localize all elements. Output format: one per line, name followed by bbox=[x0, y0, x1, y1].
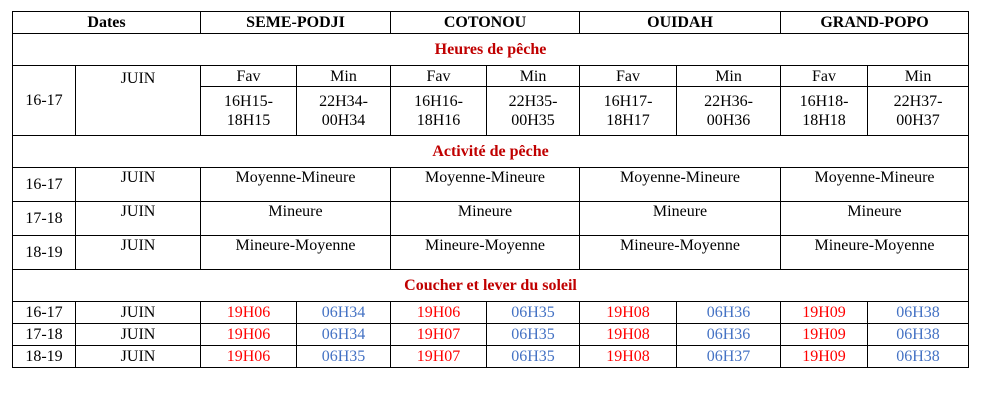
activity-cell: Mineure bbox=[781, 202, 969, 236]
header-row bbox=[13, 12, 969, 34]
fav-time-cell: 16H16- 18H16 bbox=[391, 87, 487, 136]
activity-cell: Mineure bbox=[201, 202, 391, 236]
sunrise-time: 06H38 bbox=[868, 324, 969, 346]
header-city: GRAND-POPO bbox=[781, 12, 969, 34]
sunrise-time: 06H36 bbox=[677, 324, 781, 346]
sun-row bbox=[13, 324, 969, 346]
sunset-time: 19H08 bbox=[580, 302, 677, 324]
fav-time-cell: 16H17- 18H17 bbox=[580, 87, 677, 136]
activity-cell: Mineure bbox=[391, 202, 580, 236]
activity-cell: Mineure bbox=[580, 202, 781, 236]
sunset-time: 19H09 bbox=[781, 302, 868, 324]
activity-cell: Moyenne-Mineure bbox=[391, 168, 580, 202]
section-title-soleil: Coucher et lever du soleil bbox=[13, 270, 969, 302]
section-title-activite: Activité de pêche bbox=[13, 136, 969, 168]
month-cell: JUIN bbox=[76, 346, 201, 368]
fav-label: Fav bbox=[580, 66, 677, 87]
date-cell: 16-17 bbox=[13, 66, 76, 136]
fav-time-cell: 16H15- 18H15 bbox=[201, 87, 297, 136]
fav-time-cell: 16H18- 18H18 bbox=[781, 87, 868, 136]
fav-label: Fav bbox=[781, 66, 868, 87]
sunset-time: 19H08 bbox=[580, 324, 677, 346]
sunset-time: 19H08 bbox=[580, 346, 677, 368]
month-cell: JUIN bbox=[76, 324, 201, 346]
header-dates: Dates bbox=[13, 12, 201, 34]
section-row bbox=[13, 34, 969, 66]
sun-row bbox=[13, 346, 969, 368]
month-cell: JUIN bbox=[76, 302, 201, 324]
sunset-time: 19H09 bbox=[781, 346, 868, 368]
date-cell: 17-18 bbox=[13, 324, 76, 346]
date-cell: 16-17 bbox=[13, 168, 76, 202]
sunrise-time: 06H35 bbox=[487, 324, 580, 346]
min-time-cell: 22H36- 00H36 bbox=[677, 87, 781, 136]
section-row bbox=[13, 136, 969, 168]
header-city: COTONOU bbox=[391, 12, 580, 34]
sunset-time: 19H07 bbox=[391, 324, 487, 346]
sunrise-time: 06H34 bbox=[297, 302, 391, 324]
fishing-calendar bbox=[12, 11, 969, 368]
sunset-time: 19H07 bbox=[391, 346, 487, 368]
date-cell: 18-19 bbox=[13, 236, 76, 270]
month-cell: JUIN bbox=[76, 202, 201, 236]
section-row bbox=[13, 270, 969, 302]
sunrise-time: 06H38 bbox=[868, 346, 969, 368]
date-cell: 18-19 bbox=[13, 346, 76, 368]
min-time-cell: 22H35- 00H35 bbox=[487, 87, 580, 136]
sunset-time: 19H06 bbox=[201, 346, 297, 368]
sunset-time: 19H06 bbox=[201, 302, 297, 324]
activity-cell: Mineure-Moyenne bbox=[391, 236, 580, 270]
activity-row bbox=[13, 168, 969, 202]
fav-label: Fav bbox=[201, 66, 297, 87]
month-cell: JUIN bbox=[76, 66, 201, 136]
min-label: Min bbox=[677, 66, 781, 87]
activity-cell: Moyenne-Mineure bbox=[781, 168, 969, 202]
month-cell: JUIN bbox=[76, 168, 201, 202]
min-time-cell: 22H37- 00H37 bbox=[868, 87, 969, 136]
header-city: SEME-PODJI bbox=[201, 12, 391, 34]
min-label: Min bbox=[868, 66, 969, 87]
sunrise-time: 06H35 bbox=[297, 346, 391, 368]
section-title-heures: Heures de pêche bbox=[13, 34, 969, 66]
sunset-time: 19H09 bbox=[781, 324, 868, 346]
fishing-table bbox=[12, 11, 969, 368]
sunrise-time: 06H34 bbox=[297, 324, 391, 346]
fav-min-row bbox=[13, 66, 969, 87]
activity-row bbox=[13, 202, 969, 236]
header-city: OUIDAH bbox=[580, 12, 781, 34]
month-cell: JUIN bbox=[76, 236, 201, 270]
sunrise-time: 06H36 bbox=[677, 302, 781, 324]
sunset-time: 19H06 bbox=[201, 324, 297, 346]
sunrise-time: 06H37 bbox=[677, 346, 781, 368]
min-time-cell: 22H34- 00H34 bbox=[297, 87, 391, 136]
sunrise-time: 06H38 bbox=[868, 302, 969, 324]
min-label: Min bbox=[297, 66, 391, 87]
date-cell: 17-18 bbox=[13, 202, 76, 236]
activity-cell: Moyenne-Mineure bbox=[580, 168, 781, 202]
activity-cell: Mineure-Moyenne bbox=[781, 236, 969, 270]
activity-cell: Mineure-Moyenne bbox=[201, 236, 391, 270]
sunset-time: 19H06 bbox=[391, 302, 487, 324]
date-cell: 16-17 bbox=[13, 302, 76, 324]
min-label: Min bbox=[487, 66, 580, 87]
activity-row bbox=[13, 236, 969, 270]
activity-cell: Moyenne-Mineure bbox=[201, 168, 391, 202]
activity-cell: Mineure-Moyenne bbox=[580, 236, 781, 270]
fav-label: Fav bbox=[391, 66, 487, 87]
sun-row bbox=[13, 302, 969, 324]
sunrise-time: 06H35 bbox=[487, 302, 580, 324]
sunrise-time: 06H35 bbox=[487, 346, 580, 368]
